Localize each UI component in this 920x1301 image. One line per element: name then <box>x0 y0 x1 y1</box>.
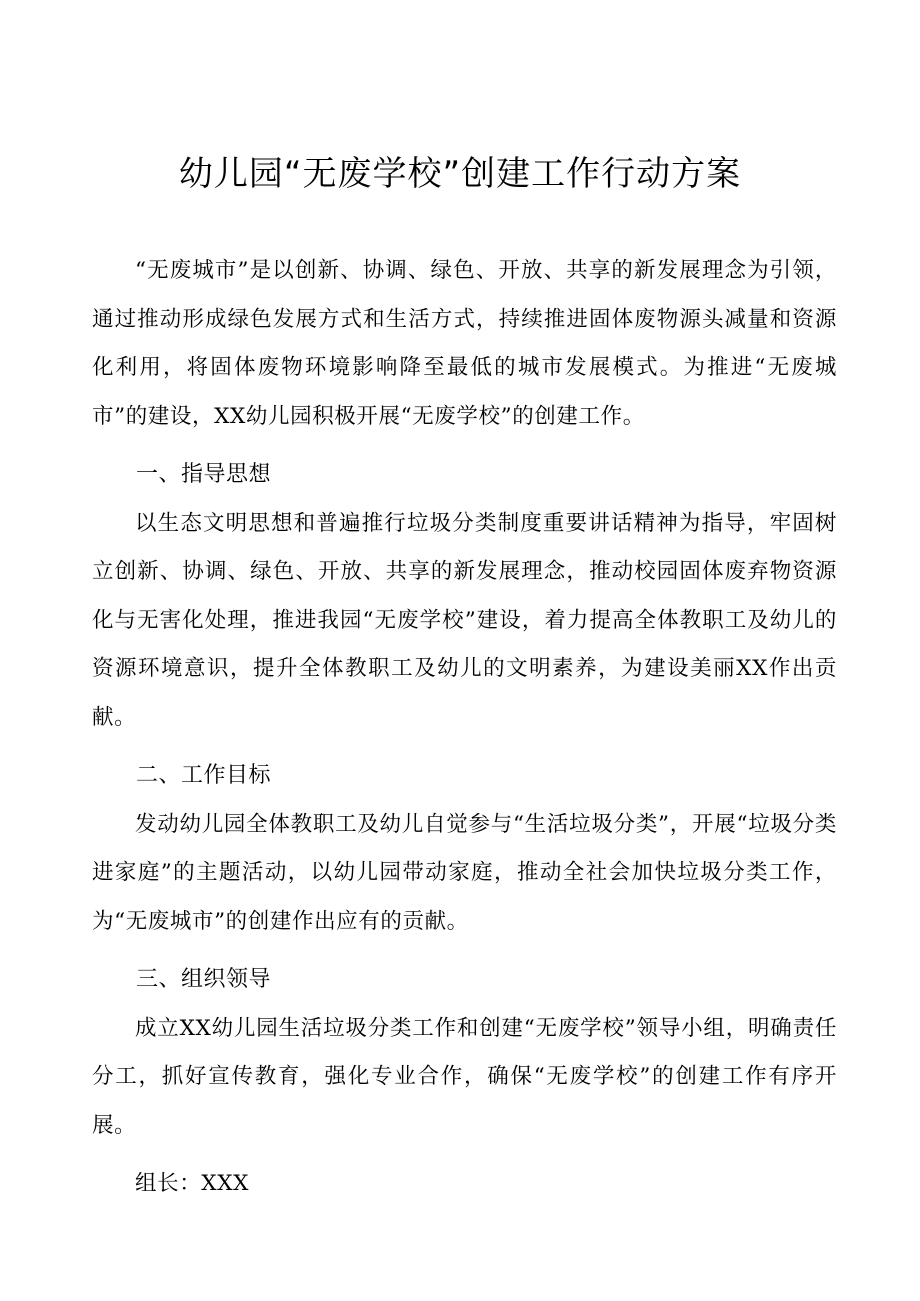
section-paragraph-work-goals: 发动幼儿园全体教职工及幼儿自觉参与“生活垃圾分类”，开展“垃圾分类进家庭”的主题活动，以幼儿园带动家庭，推动全社会加快垃圾分类工作，为“无废城市”的创建作出应有的贡献。 <box>92 811 837 934</box>
leader-line: 组长：XXX <box>135 1171 250 1196</box>
section-heading-guiding-thought: 一、指导思想 <box>136 462 272 487</box>
section-heading-organization: 三、组织领导 <box>136 967 272 992</box>
document-body <box>92 247 837 1209</box>
document-title: 幼儿园“无废学校”创建工作行动方案 <box>178 154 742 194</box>
section-paragraph-guiding-thought: 以生态文明思想和普遍推行垃圾分类制度重要讲话精神为指导，牢固树立创新、协调、绿色、开放、共享的新发展理念，推动校园固体废弃物资源化与无害化处理，推进我园“无废学校”建设，着力提高全体教职工及幼儿的资源环境意识，提升全体教职工及幼儿的文明素养，为建设美丽XX作出贡献。 <box>92 510 837 730</box>
intro-paragraph: “无废城市”是以创新、协调、绿色、开放、共享的新发展理念为引领，通过推动形成绿色发展方式和生活方式，持续推进固体废物源头减量和资源化利用，将固体废物环境影响降至最低的城市发展模式。为推进“无废城市”的建设，XX幼儿园积极开展“无废学校”的创建工作。 <box>92 258 837 429</box>
section-heading-work-goals: 二、工作目标 <box>136 763 272 788</box>
section-paragraph-organization: 成立XX幼儿园生活垃圾分类工作和创建“无废学校”领导小组，明确责任分工，抓好宣传教育，强化专业合作，确保“无废学校”的创建工作有序开展。 <box>92 1015 837 1138</box>
